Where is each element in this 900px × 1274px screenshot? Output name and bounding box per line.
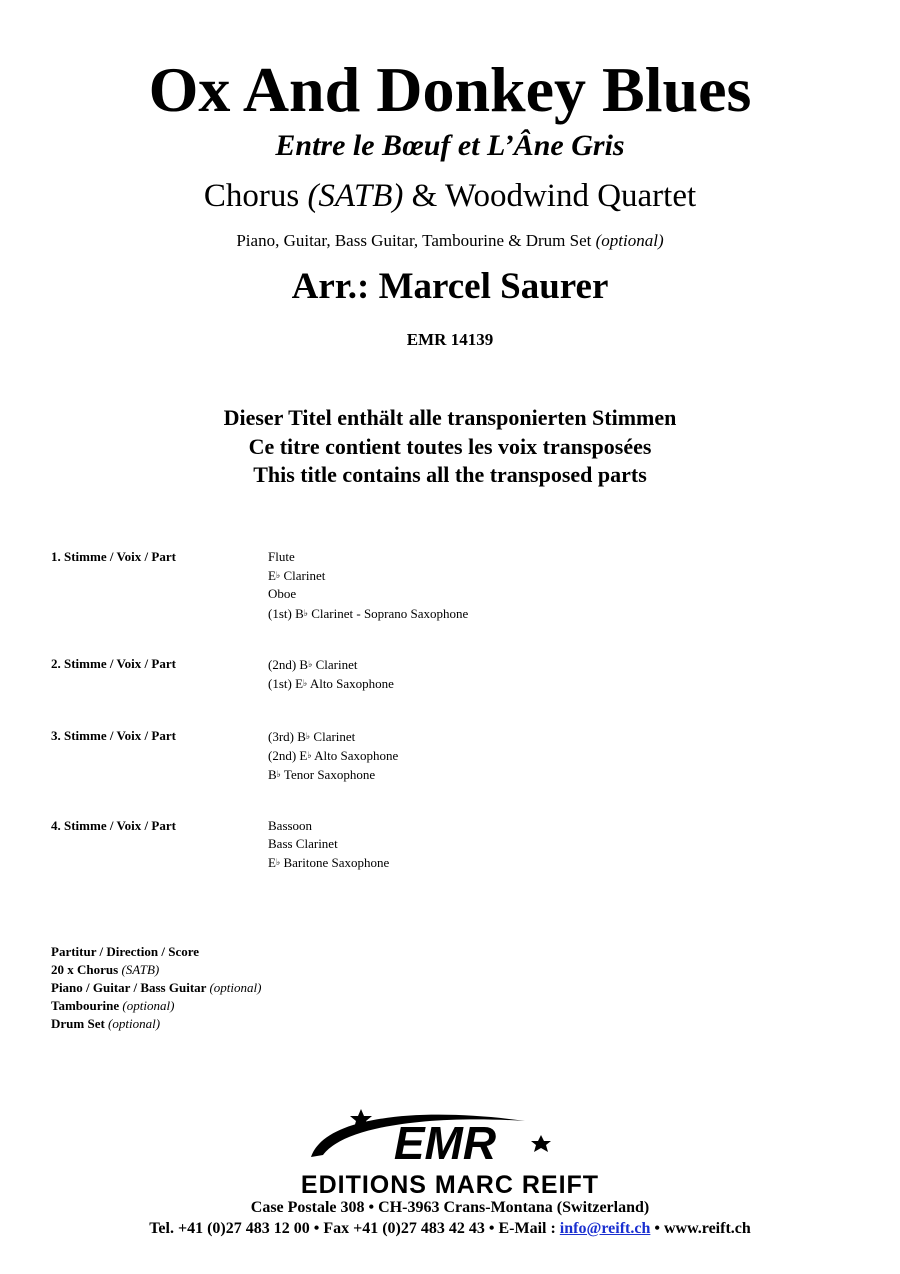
contents-item-label: 20 x Chorus — [51, 962, 122, 977]
notice-line-fr: Ce titre contient toutes les voix transposées — [248, 433, 652, 459]
instrument-line — [268, 835, 389, 853]
instrument-line — [268, 727, 398, 746]
instrument-prefix: E — [268, 855, 276, 871]
instrument-line — [268, 548, 468, 566]
scoring-post: & Woodwind Quartet — [403, 178, 697, 214]
flat-sign: ♭ — [275, 857, 281, 868]
instrument-prefix: B — [268, 767, 277, 783]
notice-line-en: This title contains all the transposed parts — [253, 462, 647, 487]
page-title: Ox And Donkey Blues — [148, 54, 752, 125]
scoring-emph: (SATB) — [307, 178, 404, 214]
contents-item-label: Drum Set — [51, 1016, 109, 1031]
subtitle: Entre le Bœuf et L’Âne Gris — [275, 129, 625, 162]
email-link[interactable]: info@reift.ch — [559, 1220, 651, 1237]
part-label: 3. Stimme / Voix / Part — [51, 728, 176, 743]
instrument-line — [268, 765, 398, 784]
contents-item — [51, 1015, 261, 1033]
contents-item-label: Partitur / Direction / Score — [51, 944, 200, 959]
instrument-name: Alto Saxophone — [311, 748, 399, 764]
contents-item — [51, 943, 261, 961]
flat-sign: ♭ — [275, 570, 281, 581]
flat-sign: ♭ — [305, 731, 311, 741]
instrument-line — [268, 674, 394, 693]
instrument-line — [268, 817, 389, 835]
instrument-prefix: (1st) B — [268, 605, 304, 621]
optional-instruments — [0, 230, 900, 252]
contents-item-label: Piano / Guitar / Bass Guitar — [51, 980, 210, 995]
edition-contents — [51, 943, 261, 1033]
instrument-name: Baritone Saxophone — [280, 855, 390, 871]
part-label: 4. Stimme / Voix / Part — [51, 818, 176, 833]
contents-item — [51, 961, 261, 979]
optional-instruments-text: Piano, Guitar, Bass Guitar, Tambourine & Drum Set — [236, 231, 596, 250]
part-instruments — [268, 817, 389, 873]
instrument-prefix: (1st) E — [268, 676, 304, 692]
instrument-name: Oboe — [268, 586, 297, 602]
instrument-line — [268, 655, 394, 674]
instrument-name: Clarinet — [310, 729, 356, 744]
emr-logo — [305, 1105, 567, 1175]
contact-website: • www.reift.ch — [650, 1220, 751, 1237]
instrument-name: Bass Clarinet — [268, 836, 338, 852]
flat-sign: ♭ — [276, 769, 281, 780]
flat-sign: ♭ — [303, 607, 308, 618]
flat-sign: ♭ — [303, 678, 308, 689]
instrument-line — [268, 853, 389, 872]
contents-item — [51, 997, 261, 1015]
instrument-line — [268, 746, 398, 765]
contents-item-note: (optional) — [108, 1016, 161, 1031]
contents-item-note: (SATB) — [121, 962, 160, 977]
instrument-prefix: (2nd) B — [268, 657, 309, 672]
logo-star-right — [531, 1135, 551, 1152]
contents-item-note: (optional) — [122, 998, 175, 1013]
flat-sign: ♭ — [307, 750, 312, 761]
instrument-line — [268, 585, 468, 603]
part-label: 2. Stimme / Voix / Part — [51, 656, 176, 671]
instrument-name: Clarinet — [280, 568, 326, 584]
part-instruments — [268, 727, 398, 785]
contact-phone-fax: Tel. +41 (0)27 483 12 00 • Fax +41 (0)27 483 42 43 • E-Mail : — [149, 1220, 560, 1237]
publisher-address: Case Postale 308 • CH-3963 Crans-Montana (Switzerland) — [250, 1199, 650, 1216]
instrument-name: Alto Saxophone — [307, 676, 394, 692]
instrument-prefix: (2nd) E — [268, 748, 308, 764]
contents-item-label: Tambourine — [51, 998, 123, 1013]
publisher-name: EDITIONS MARC REIFT — [300, 1171, 600, 1199]
scoring-line — [0, 176, 900, 216]
part-label: 1. Stimme / Voix / Part — [51, 549, 176, 564]
contents-item-note: (optional) — [209, 980, 262, 995]
notice-line-de: Dieser Titel enthält alle transponierten Stimmen — [223, 405, 677, 430]
instrument-line — [268, 604, 468, 623]
instrument-name: Bassoon — [268, 818, 313, 833]
optional-instruments-emph: (optional) — [595, 231, 664, 250]
arranger: Arr.: Marcel Saurer — [291, 266, 609, 307]
instrument-name: Tenor Saxophone — [280, 767, 376, 783]
contents-item — [51, 979, 261, 997]
part-instruments — [268, 655, 394, 693]
logo-text: EMR — [393, 1117, 497, 1169]
part-instruments — [268, 548, 468, 623]
instrument-prefix: (3rd) B — [268, 729, 306, 744]
catalog-number: EMR 14139 — [406, 330, 494, 349]
instrument-prefix: E — [268, 568, 276, 584]
publisher-contact — [0, 1219, 900, 1239]
instrument-name: Clarinet — [312, 657, 358, 672]
scoring-pre: Chorus — [203, 178, 308, 214]
flat-sign: ♭ — [308, 659, 313, 669]
instrument-name: Flute — [268, 549, 295, 564]
instrument-line — [268, 566, 468, 585]
transposed-parts-notice — [0, 404, 900, 490]
instrument-name: Clarinet - Soprano Saxophone — [308, 605, 469, 621]
